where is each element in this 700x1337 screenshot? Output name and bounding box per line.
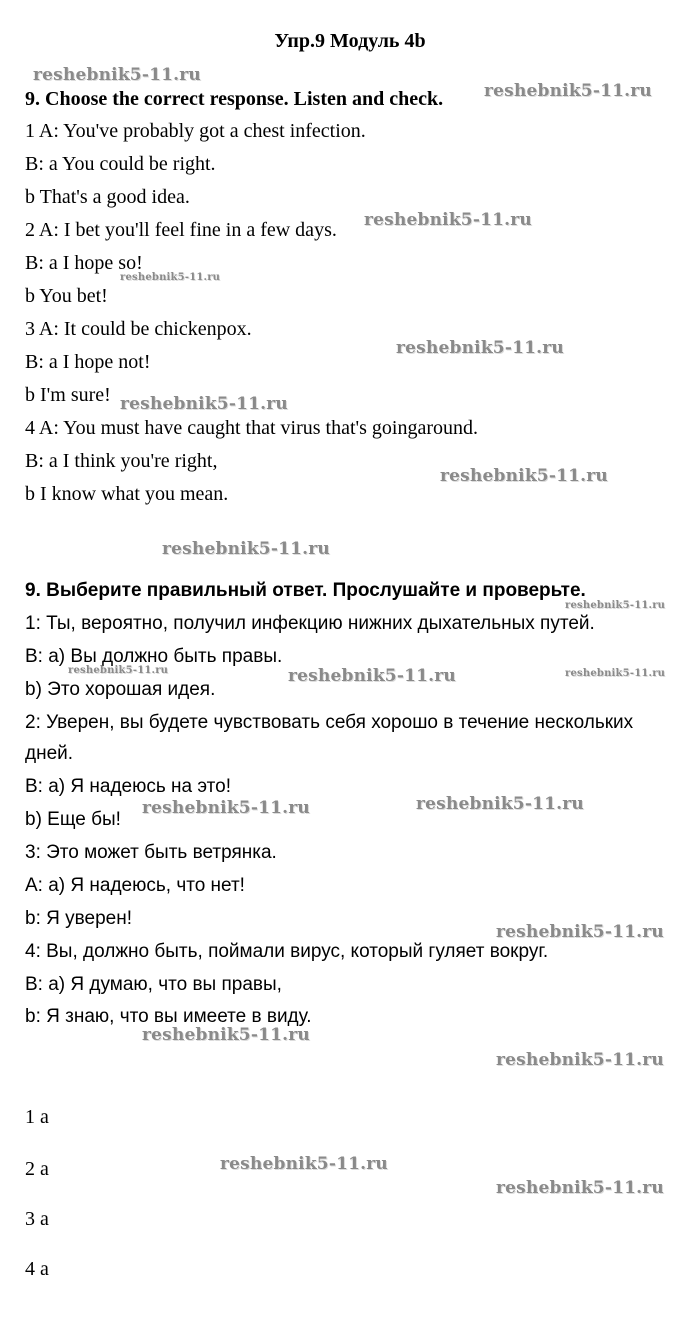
page-title: Упр.9 Модуль 4b <box>274 30 426 52</box>
answer-item: 1 a <box>25 1106 49 1128</box>
russian-line: A: а) Я надеюсь, что нет! <box>25 875 245 896</box>
russian-line: b: Я знаю, что вы имеете в виду. <box>25 1006 312 1027</box>
russian-line: 1: Ты, вероятно, получил инфекцию нижних дыхательных путей. <box>25 613 595 634</box>
english-line: B: a You could be right. <box>25 153 216 175</box>
watermark: reshebnik5-11.ru <box>120 272 221 283</box>
watermark: reshebnik5-11.ru <box>496 1050 664 1070</box>
watermark: reshebnik5-11.ru <box>142 1025 310 1045</box>
english-line: b That's a good idea. <box>25 186 190 208</box>
watermark: reshebnik5-11.ru <box>142 798 310 818</box>
answer-item: 3 a <box>25 1208 49 1230</box>
watermark: reshebnik5-11.ru <box>484 81 652 101</box>
russian-line: дней. <box>25 743 74 764</box>
russian-line: B: а) Вы должно быть правы. <box>25 646 283 667</box>
russian-line: b: Я уверен! <box>25 908 132 929</box>
watermark: reshebnik5-11.ru <box>364 210 532 230</box>
english-line: 2 A: I bet you'll feel fine in a few days. <box>25 219 337 241</box>
english-heading: 9. Choose the correct response. Listen and check. <box>25 88 444 110</box>
russian-line: b) Это хорошая идея. <box>25 679 216 700</box>
english-line: B: a I think you're right, <box>25 450 218 472</box>
english-line: b I'm sure! <box>25 384 111 406</box>
russian-line: B: а) Я надеюсь на это! <box>25 776 231 797</box>
english-line: B: a I hope not! <box>25 351 151 373</box>
watermark: reshebnik5-11.ru <box>288 666 456 686</box>
watermark: reshebnik5-11.ru <box>162 539 330 559</box>
watermark: reshebnik5-11.ru <box>120 394 288 414</box>
watermark: reshebnik5-11.ru <box>396 338 564 358</box>
english-line: b You bet! <box>25 285 108 307</box>
russian-line: 4: Вы, должно быть, поймали вирус, который гуляет вокруг. <box>25 941 549 962</box>
watermark: reshebnik5-11.ru <box>496 1178 664 1198</box>
watermark: reshebnik5-11.ru <box>68 665 169 676</box>
watermark: reshebnik5-11.ru <box>565 600 666 611</box>
russian-heading: 9. Выберите правильный ответ. Прослушайте и проверьте. <box>25 580 586 601</box>
english-line: B: a I hope so! <box>25 252 143 274</box>
answer-item: 2 a <box>25 1158 49 1180</box>
watermark: reshebnik5-11.ru <box>565 668 666 679</box>
russian-line: b) Еще бы! <box>25 809 121 830</box>
russian-line: 3: Это может быть ветрянка. <box>25 842 277 863</box>
watermark: reshebnik5-11.ru <box>416 794 584 814</box>
watermark: reshebnik5-11.ru <box>496 922 664 942</box>
english-line: 3 A: It could be chickenpox. <box>25 318 252 340</box>
english-line: 1 A: You've probably got a chest infection. <box>25 120 366 142</box>
english-line: 4 A: You must have caught that virus that's goingaround. <box>25 417 479 439</box>
english-line: b I know what you mean. <box>25 483 229 505</box>
watermark: reshebnik5-11.ru <box>220 1154 388 1174</box>
russian-line: 2: Уверен, вы будете чувствовать себя хорошо в течение нескольких <box>25 712 634 733</box>
watermark: reshebnik5-11.ru <box>33 65 201 85</box>
answer-item: 4 a <box>25 1258 49 1280</box>
watermark: reshebnik5-11.ru <box>440 466 608 486</box>
russian-line: B: а) Я думаю, что вы правы, <box>25 974 282 995</box>
